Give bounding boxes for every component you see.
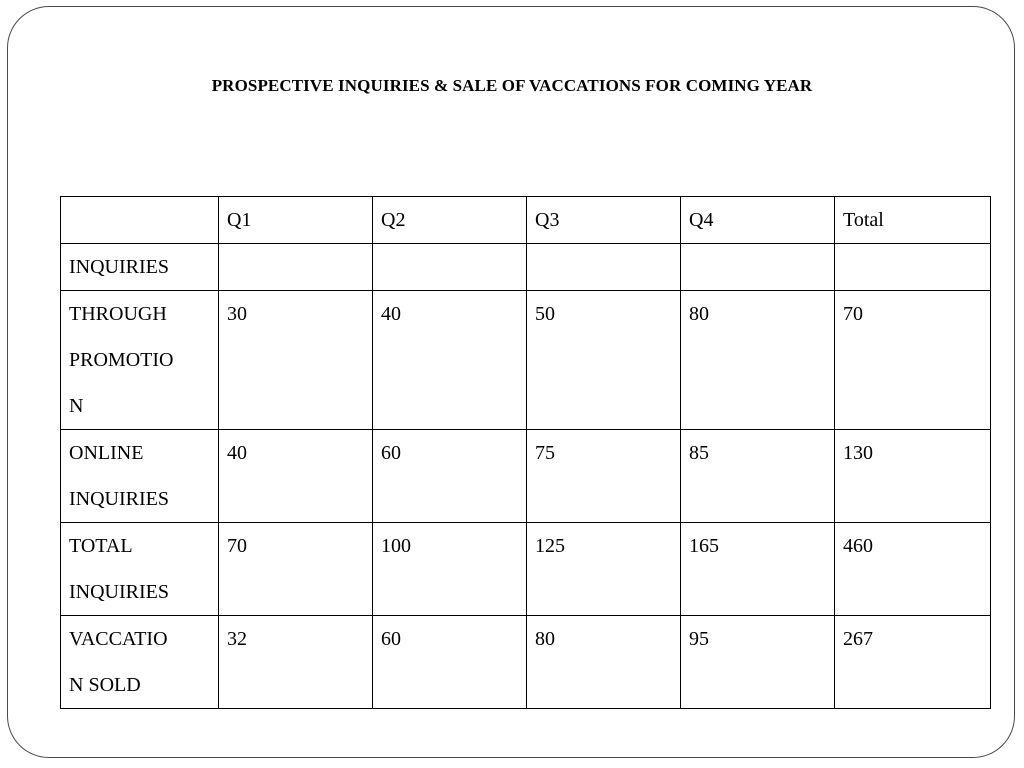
table-cell: 95 — [681, 616, 835, 709]
table-header-row — [61, 197, 991, 244]
row-label-line: N SOLD — [69, 674, 141, 696]
table-cell: 125 — [527, 523, 681, 616]
table-cell — [835, 244, 991, 291]
table-section-row — [61, 244, 991, 291]
section-label: INQUIRIES — [61, 244, 219, 291]
row-label — [61, 616, 219, 709]
header-cell-q4: Q4 — [681, 197, 835, 244]
table-cell: 165 — [681, 523, 835, 616]
table-cell: 60 — [373, 430, 527, 523]
table-cell: 60 — [373, 616, 527, 709]
table-cell: 30 — [219, 291, 373, 430]
table-cell: 32 — [219, 616, 373, 709]
table-cell: 50 — [527, 291, 681, 430]
table-cell: 460 — [835, 523, 991, 616]
header-cell-corner — [61, 197, 219, 244]
row-label-line: N — [69, 395, 84, 417]
table-cell — [219, 244, 373, 291]
row-label — [61, 291, 219, 430]
row-label — [61, 523, 219, 616]
table-cell: 85 — [681, 430, 835, 523]
table-cell: 267 — [835, 616, 991, 709]
header-cell-q1: Q1 — [219, 197, 373, 244]
row-label-line: TOTAL — [69, 535, 133, 557]
table-row — [61, 291, 991, 430]
table-cell: 40 — [219, 430, 373, 523]
table-cell: 130 — [835, 430, 991, 523]
table-cell — [681, 244, 835, 291]
table-cell: 70 — [219, 523, 373, 616]
header-cell-total: Total — [835, 197, 991, 244]
row-label-line: ONLINE — [69, 442, 144, 464]
table-row — [61, 430, 991, 523]
table-cell — [373, 244, 527, 291]
table-cell: 80 — [681, 291, 835, 430]
row-label-line: PROMOTIO — [69, 349, 174, 371]
row-label-line: INQUIRIES — [69, 581, 169, 603]
row-label-line: VACCATIO — [69, 628, 168, 650]
row-label — [61, 430, 219, 523]
header-cell-q2: Q2 — [373, 197, 527, 244]
table-cell: 100 — [373, 523, 527, 616]
slide-title: PROSPECTIVE INQUIRIES & SALE OF VACCATIONS FOR COMING YEAR — [211, 76, 813, 95]
table-row — [61, 523, 991, 616]
data-table — [60, 196, 991, 709]
header-cell-q3: Q3 — [527, 197, 681, 244]
table-cell: 40 — [373, 291, 527, 430]
table-row — [61, 616, 991, 709]
table-cell: 75 — [527, 430, 681, 523]
row-label-line: INQUIRIES — [69, 488, 169, 510]
table-cell — [527, 244, 681, 291]
table-cell: 70 — [835, 291, 991, 430]
row-label-line: THROUGH — [69, 303, 167, 325]
table-cell: 80 — [527, 616, 681, 709]
